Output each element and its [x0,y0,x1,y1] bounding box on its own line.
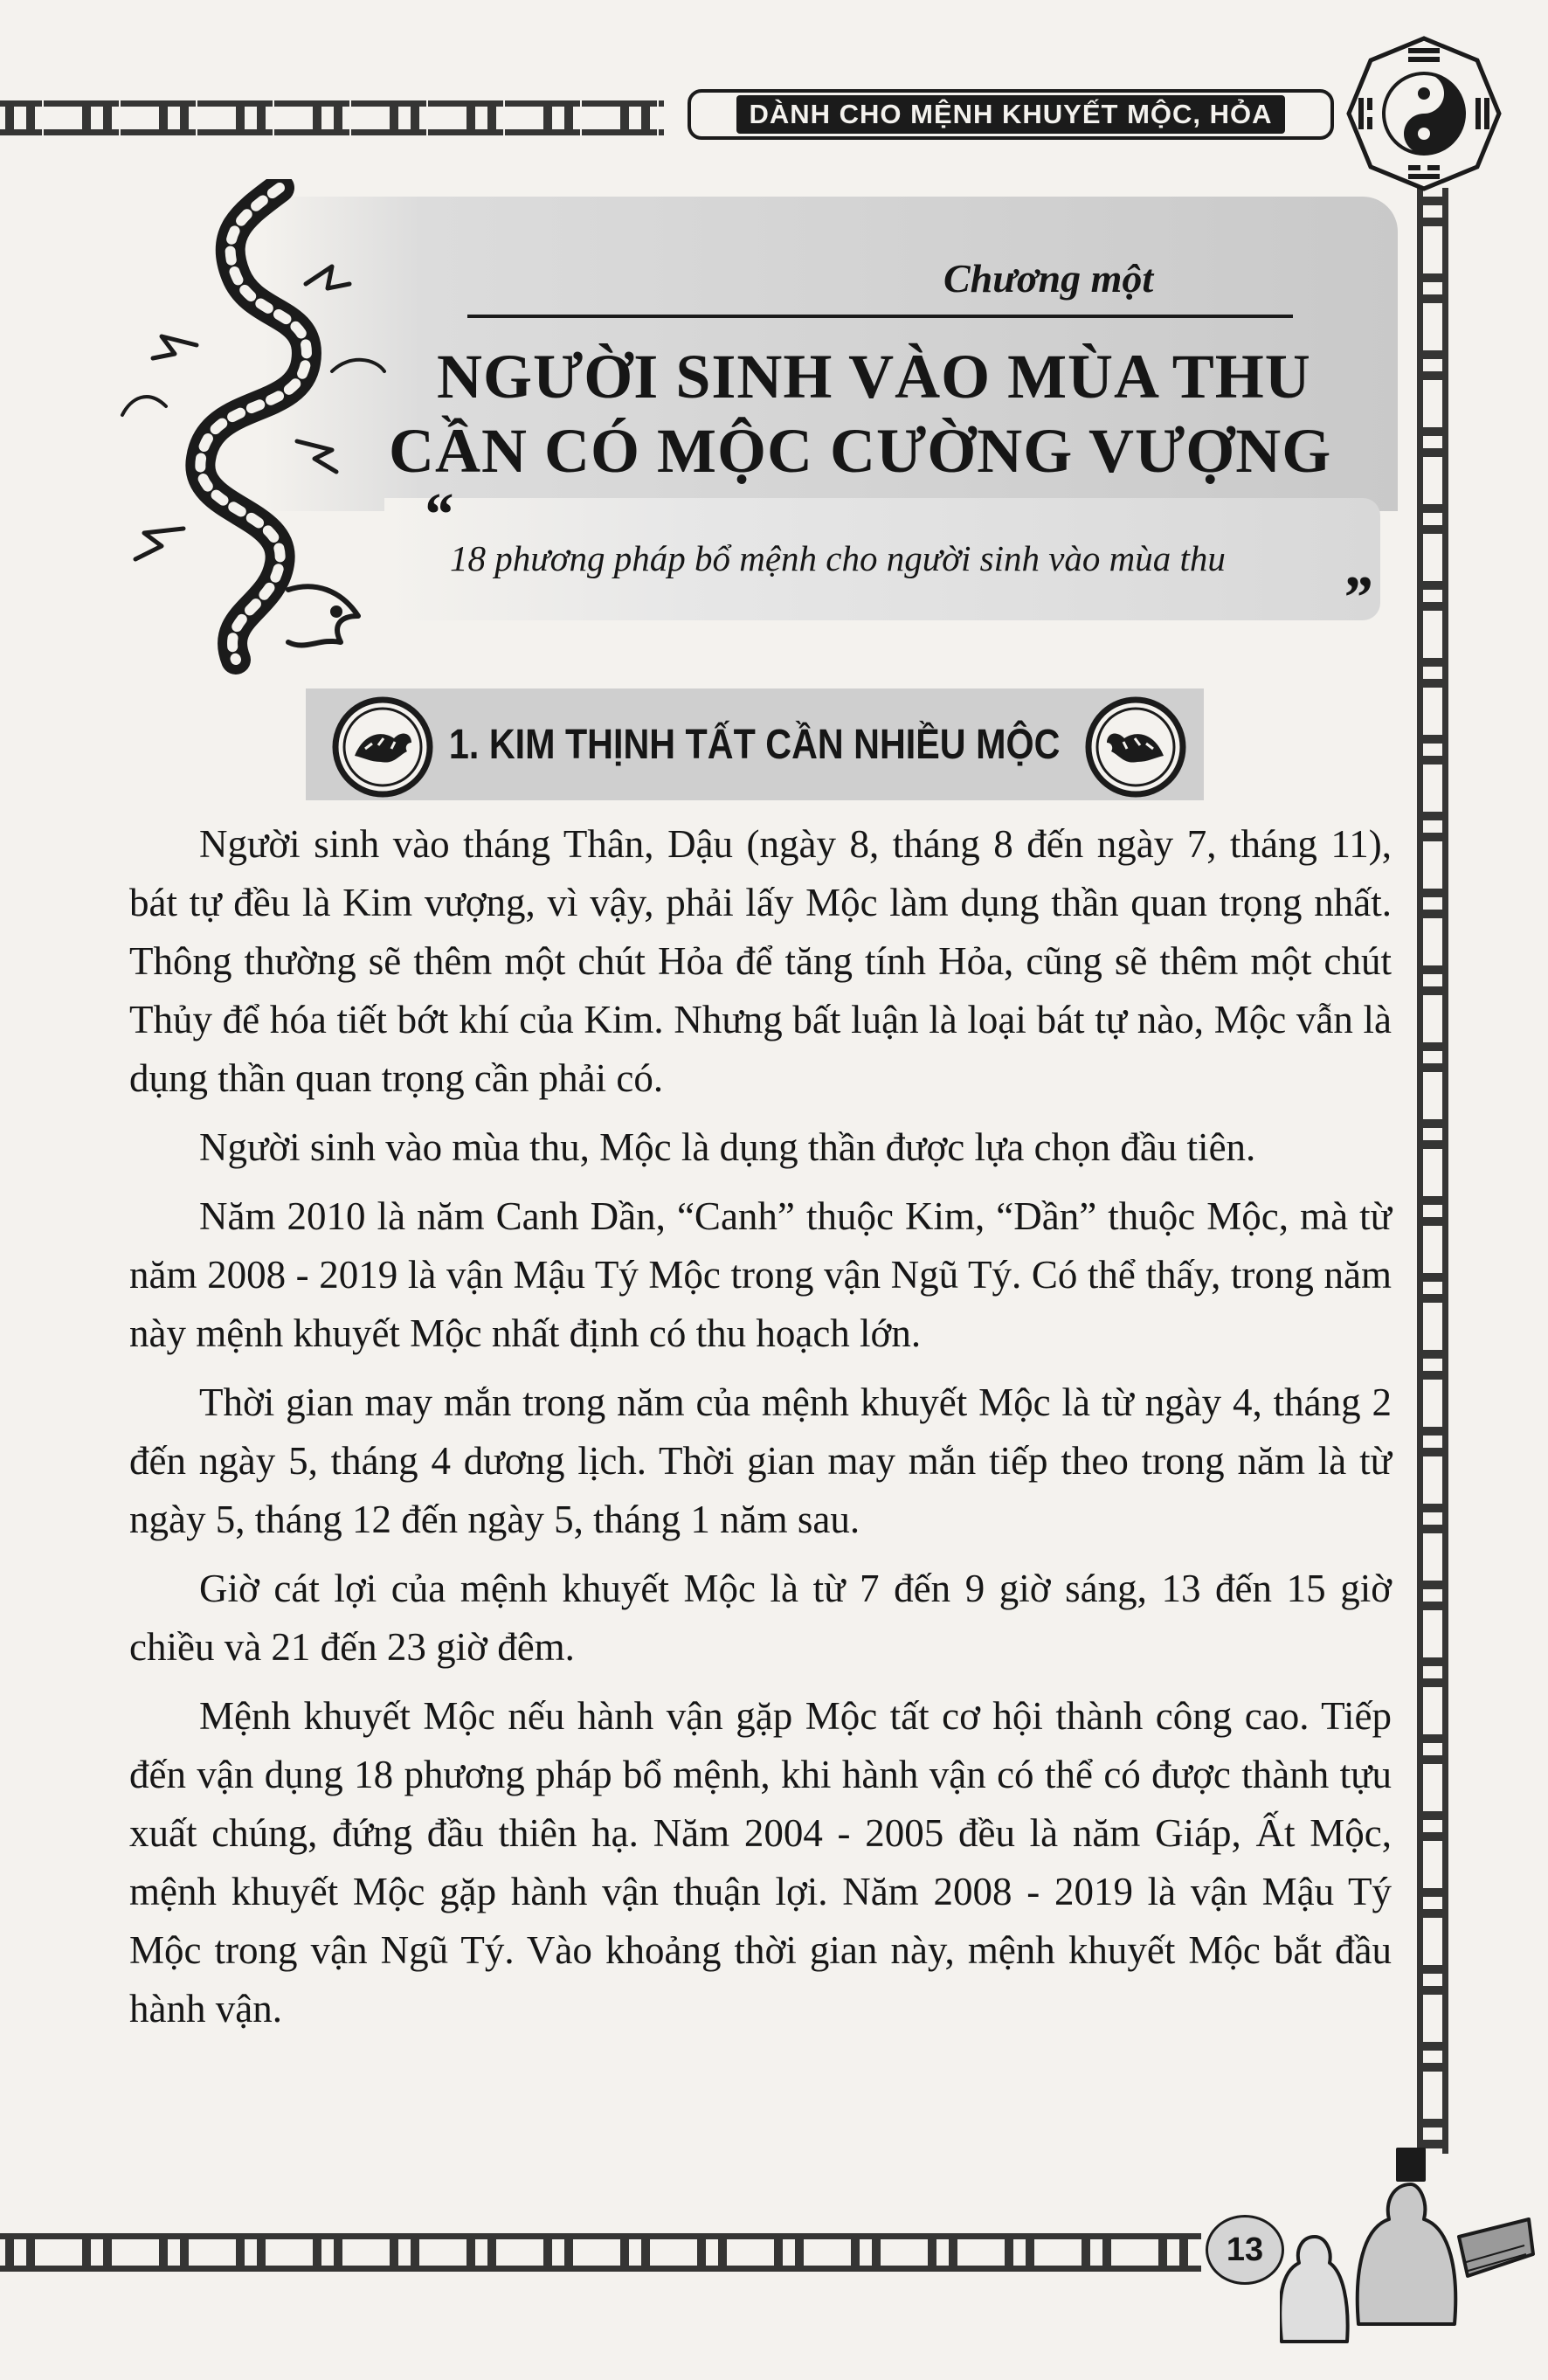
paragraph: Thời gian may mắn trong năm của mệnh khuyết Mộc là từ ngày 4, tháng 2 đến ngày 5, tháng 4 dương lịch. Thời gian may mắn tiếp theo trong năm là từ ngày 5, tháng 12 đến ngày 5, tháng 1 năm sau. [129,1380,1392,1541]
yin-yang-bagua-icon [1345,35,1503,192]
paragraph: Người sinh vào mùa thu, Mộc là dụng thần được lựa chọn đầu tiên. [199,1125,1256,1169]
greek-key-border-bottom [0,2233,1201,2272]
greek-key-border-top [0,100,664,135]
running-header [688,89,1334,140]
paragraph: Mệnh khuyết Mộc nếu hành vận gặp Mộc tất cơ hội thành công cao. Tiếp đến vận dụng 18 phương pháp bổ mệnh, khi hành vận có thể có được thành tựu xuất chúng, đứng đầu thiên hạ. Năm 2004 - 2005 đều là năm Giáp, Ất Mộc, mệnh khuyết Mộc gặp hành vận thuận lợi. Năm 2008 - 2019 là vận Mậu Tý Mộc trong vận Ngũ Tý. Vào khoảng thời gian này, mệnh khuyết Mộc bắt đầu hành vận. [129,1694,1392,2031]
tiger-emblem-icon [330,695,435,799]
greek-key-border-right [1417,188,1448,2154]
page-number: 13 [1206,2215,1284,2285]
chapter-title-line-2: CẦN CÓ MỘC CƯỜNG VƯỢNG [389,416,1332,486]
scholars-illustration [1280,2132,1542,2359]
paragraph: Năm 2010 là năm Canh Dần, “Canh” thuộc Kim, “Dần” thuộc Mộc, mà từ năm 2008 - 2019 là vận Mậu Tý Mộc trong vận Ngũ Tý. Có thể thấy, trong năm này mệnh khuyết Mộc nhất định có thu hoạch lớn. [129,1194,1392,1355]
running-header-text: DÀNH CHO MỆNH KHUYẾT MỘC, HỎA [736,95,1284,134]
chapter-divider [467,315,1293,318]
quote-open-mark: “ [422,481,453,549]
chapter-label: Chương một [943,256,1154,301]
paragraph: Giờ cát lợi của mệnh khuyết Mộc là từ 7 đến 9 giờ sáng, 13 đến 15 giờ chiều và 21 đến 23 giờ đêm. [129,1567,1392,1669]
chapter-subtitle: 18 phương pháp bổ mệnh cho người sinh vào mùa thu [450,538,1226,578]
tiger-emblem-icon [1083,695,1188,799]
chapter-title-line-1: NGƯỜI SINH VÀO MÙA THU [437,342,1311,412]
quote-close-mark: ” [1341,564,1372,632]
body-text [129,815,1392,2049]
section-title: 1. KIM THỊNH TẤT CẦN NHIỀU MỘC [449,721,1061,768]
paragraph: Người sinh vào tháng Thân, Dậu (ngày 8, tháng 8 đến ngày 7, tháng 11), bát tự đều là Kim vượng, vì vậy, phải lấy Mộc làm dụng thần quan trọng nhất. Thông thường sẽ thêm một chút Hỏa để tăng tính Hỏa, cũng sẽ thêm một chút Thủy để hóa tiết bớt khí của Kim. Nhưng bất luận là loại bát tự nào, Mộc vẫn là dụng thần quan trọng cần phải có. [129,822,1392,1100]
section-heading [306,688,1204,800]
dragon-illustration [114,179,402,677]
